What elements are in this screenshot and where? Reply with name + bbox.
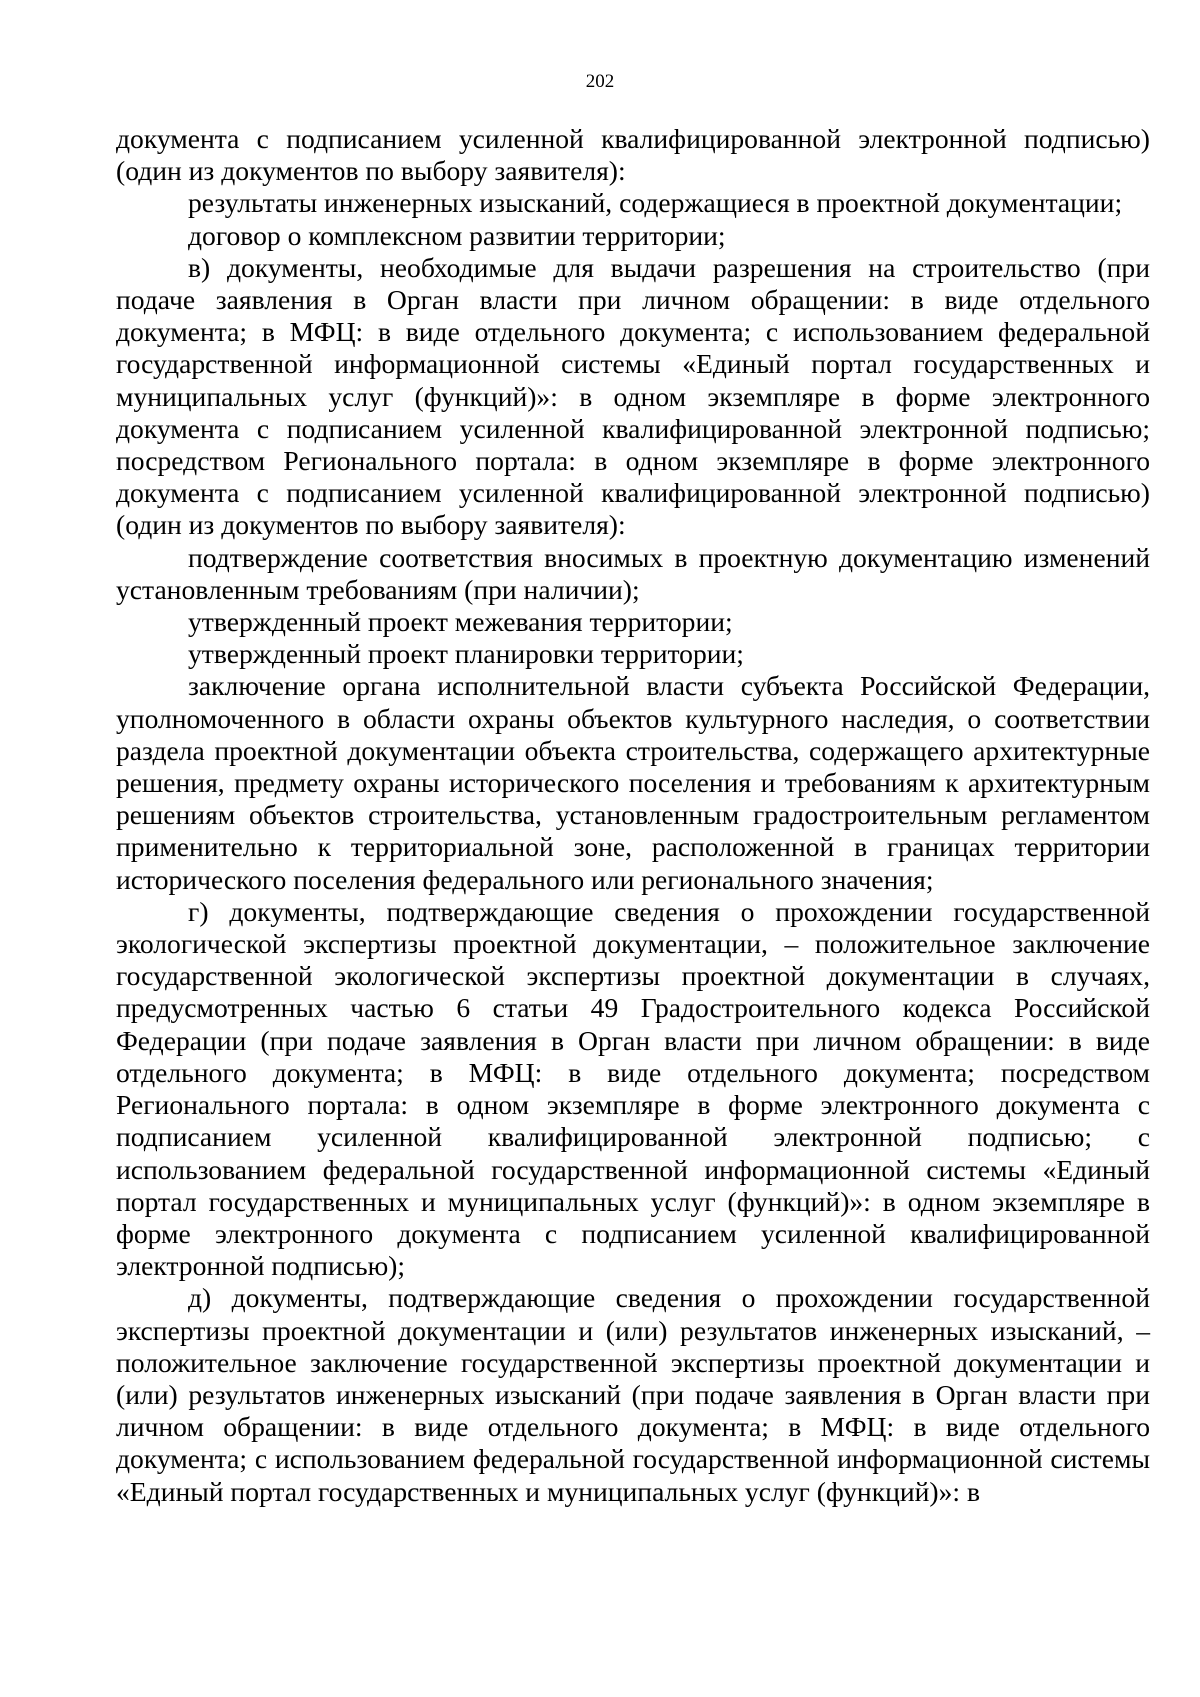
paragraph-item-g: г) документы, подтверждающие сведения о прохождении государственной экологической экспертизы проектной документации, – положительное заключение государственной экологической экспертизы проектной документации в случаях, предусмотренных частью 6 статьи 49 Градостроительного кодекса Российской Федерации (при подаче заявления в Орган власти при личном обращении: в виде отдельного документа; в МФЦ: в виде отдельного документа; посредством Регионального портала: в одном экземпляре в форме электронного документа с подписанием усиленной квалифицированной электронной подписью; с использованием федеральной государственной информационной системы «Единый портал государственных и муниципальных услуг (функций)»: в одном экземпляре в форме электронного документа с подписанием усиленной квалифицированной электронной подписью); xyxy=(116,895,1150,1282)
paragraph-conformity-confirmation: подтверждение соответствия вносимых в проектную документацию изменений установленным требованиям (при наличии); xyxy=(116,541,1150,605)
page-number: 202 xyxy=(585,71,615,92)
paragraph-item-d: д) документы, подтверждающие сведения о прохождении государственной экспертизы проектной документации и (или) результатов инженерных изысканий, – положительное заключение государственной экспертизы проектной документации и (или) результатов инженерных изысканий (при подаче заявления в Орган власти при личном обращении: в виде отдельного документа; в МФЦ: в виде отдельного документа; с использованием федеральной государственной информационной системы «Единый портал государственных и муниципальных услуг (функций)»: в xyxy=(116,1282,1150,1507)
paragraph-territory-agreement: договор о комплексном развитии территории; xyxy=(188,219,726,251)
paragraph-continuation: документа с подписанием усиленной квалифицированной электронной подписью) (один из документов по выбору заявителя): xyxy=(116,123,1150,187)
paragraph-item-v: в) документы, необходимые для выдачи разрешения на строительство (при подаче заявления в Орган власти при личном обращении: в виде отдельного документа; в МФЦ: в виде отдельного документа; с использованием федеральной государственной информационной системы «Единый портал государственных и муниципальных услуг (функций)»: в одном экземпляре в форме электронного документа с подписанием усиленной квалифицированной электронной подписью; посредством Регионального портала: в одном экземпляре в форме электронного документа с подписанием усиленной квалифицированной электронной подписью) (один из документов по выбору заявителя): xyxy=(116,251,1150,541)
paragraph-land-survey-project: утвержденный проект межевания территории; xyxy=(188,606,733,638)
paragraph-heritage-conclusion: заключение органа исполнительной власти субъекта Российской Федерации, уполномоченного в области охраны объектов культурного наследия, о соответствии раздела проектной документации объекта строительства, содержащего архитектурные решения, предмету охраны исторического поселения и требованиям к архитектурным решениям объектов строительства, установленным градостроительным регламентом применительно к территориальной зоне, расположенной в границах территории исторического поселения федерального или регионального значения; xyxy=(116,670,1150,895)
paragraph-planning-project: утвержденный проект планировки территории; xyxy=(188,638,744,670)
document-body xyxy=(116,123,1150,1508)
paragraph-engineering-surveys: результаты инженерных изысканий, содержащиеся в проектной документации; xyxy=(188,187,1123,219)
